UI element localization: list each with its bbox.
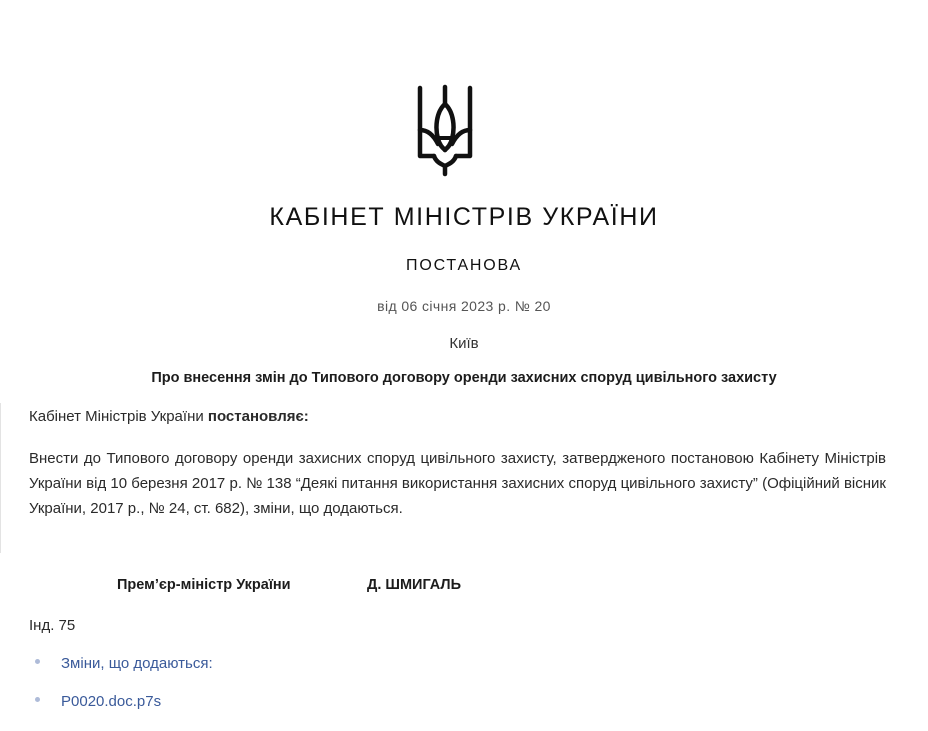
index-number: Інд. 75	[29, 617, 76, 634]
decree-intro-text: Кабінет Міністрів України	[29, 408, 208, 425]
document-type: ПОСТАНОВА	[406, 257, 522, 274]
bullet-icon	[35, 697, 40, 702]
attachment-link-signature-file[interactable]: P0020.doc.p7s	[61, 693, 162, 710]
attachment-item	[29, 693, 213, 731]
trident-coat-of-arms-icon	[416, 84, 474, 178]
attachments-list	[29, 655, 213, 731]
document-place: Київ	[449, 335, 479, 352]
document-subject: Про внесення змін до Типового договору оренди захисних споруд цивільного захисту	[151, 370, 777, 386]
signature-name: Д. ШМИГАЛЬ	[367, 577, 462, 593]
decree-intro-bold: постановляє:	[207, 408, 309, 425]
decree-intro	[29, 408, 309, 425]
signature-title: Прем’єр-міністр України	[117, 577, 291, 593]
left-divider	[0, 403, 1, 553]
decree-paragraph: Внести до Типового договору оренди захисних споруд цивільного захисту, затвердженого постановою Кабінету Міністрів України від 10 березня 2017 р. № 138 “Деякі питання використання захисних споруд цивільного захисту” (Офіційний вісник України, 2017 р., № 24, ст. 682), зміни, що додаються.	[29, 450, 886, 517]
attachment-item	[29, 655, 213, 693]
bullet-icon	[35, 659, 40, 664]
document-date-number: від 06 січня 2023 р. № 20	[377, 298, 551, 314]
attachment-link-changes[interactable]: Зміни, що додаються:	[61, 655, 213, 672]
organization-title: КАБІНЕТ МІНІСТРІВ УКРАЇНИ	[269, 203, 659, 231]
